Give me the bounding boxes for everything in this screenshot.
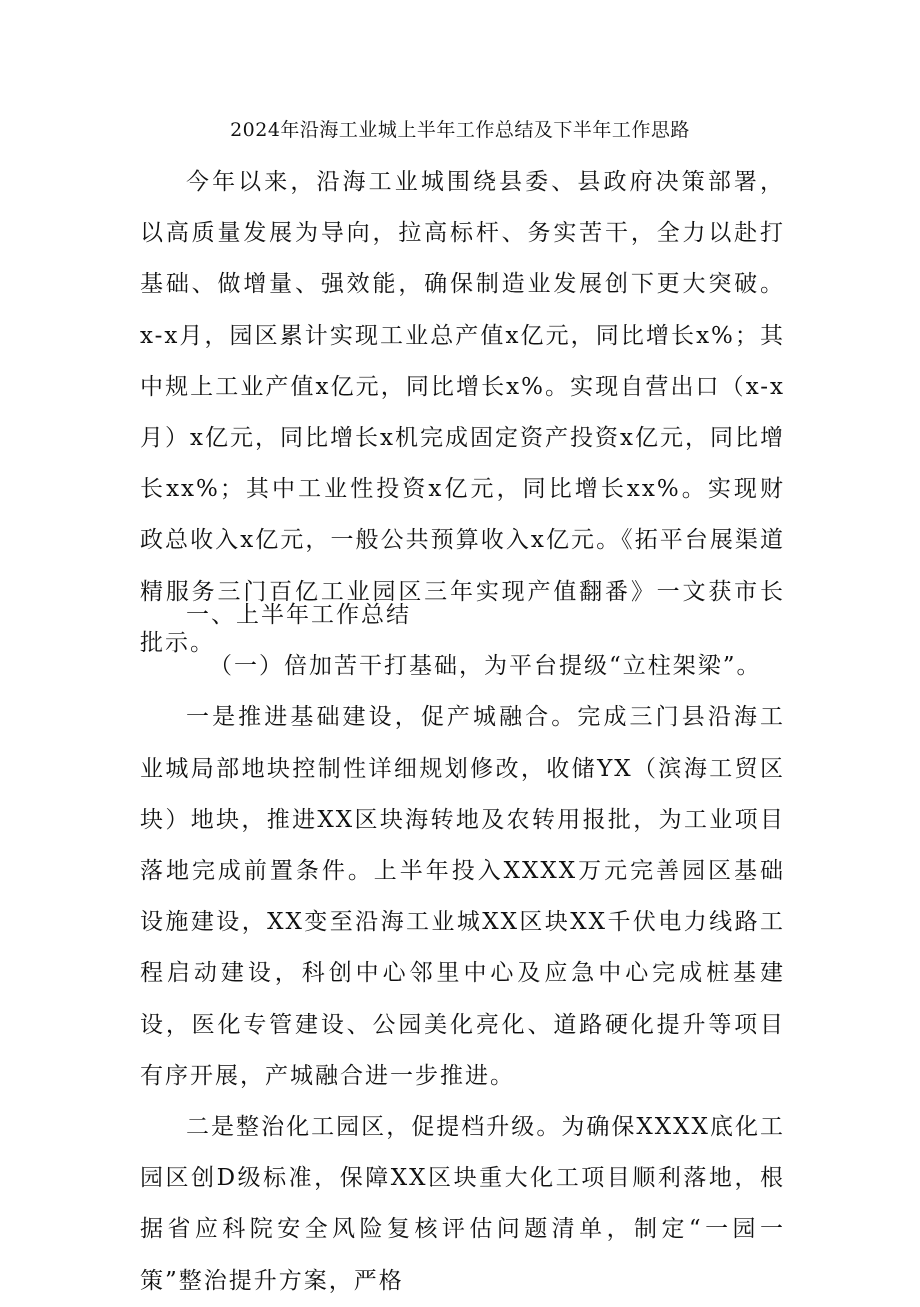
section-block: [140, 590, 785, 1307]
document-title: 2024年沿海工业城上半年工作总结及下半年工作思路: [230, 119, 690, 141]
intro-paragraph: 今年以来，沿海工业城围绕县委、县政府决策部署，以高质量发展为导向，拉高标杆、务实苦干，全力以赴打基础、做增量、强效能，确保制造业发展创下更大突破。x-x月，园区累计实现工业总产值x亿元，同比增长x%；其中规上工业产值x亿元，同比增长x%。实现自营出口（x-x月）x亿元，同比增长x机完成固定资产投资x亿元，同比增长xx%；其中工业性投资x亿元，同比增长xx%。实现财政总收入x亿元，一般公共预算收入x亿元。《拓平台展渠道精服务三门百亿工业园区三年实现产值翻番》一文获市长批示。: [140, 169, 785, 656]
section-heading: 一、上半年工作总结: [186, 602, 411, 628]
paragraph-chemical-park: 二是整治化工园区，促提档升级。为确保XXXX底化工园区创D级标准，保障XX区块重大化工项目顺利落地，根据省应科院安全风险复核评估问题清单，制定“一园一策”整治提升方案，严格: [140, 1114, 785, 1294]
paragraph-infrastructure: 一是推进基础建设，促产城融合。完成三门县沿海工业城局部地块控制性详细规划修改，收储YX（滨海工贸区块）地块，推进XX区块海转地及农转用报批，为工业项目落地完成前置条件。上半年投入XXXX万元完善园区基础设施建设，XX变至沿海工业城XX区块XX千伏电力线路工程启动建设，科创中心邻里中心及应急中心完成桩基建设，医化专管建设、公园美化亮化、道路硬化提升等项目有序开展，产城融合进一步推进。: [140, 704, 785, 1089]
subsection-heading: （一）倍加苦干打基础，为平台提级“立柱架梁”。: [209, 653, 762, 680]
